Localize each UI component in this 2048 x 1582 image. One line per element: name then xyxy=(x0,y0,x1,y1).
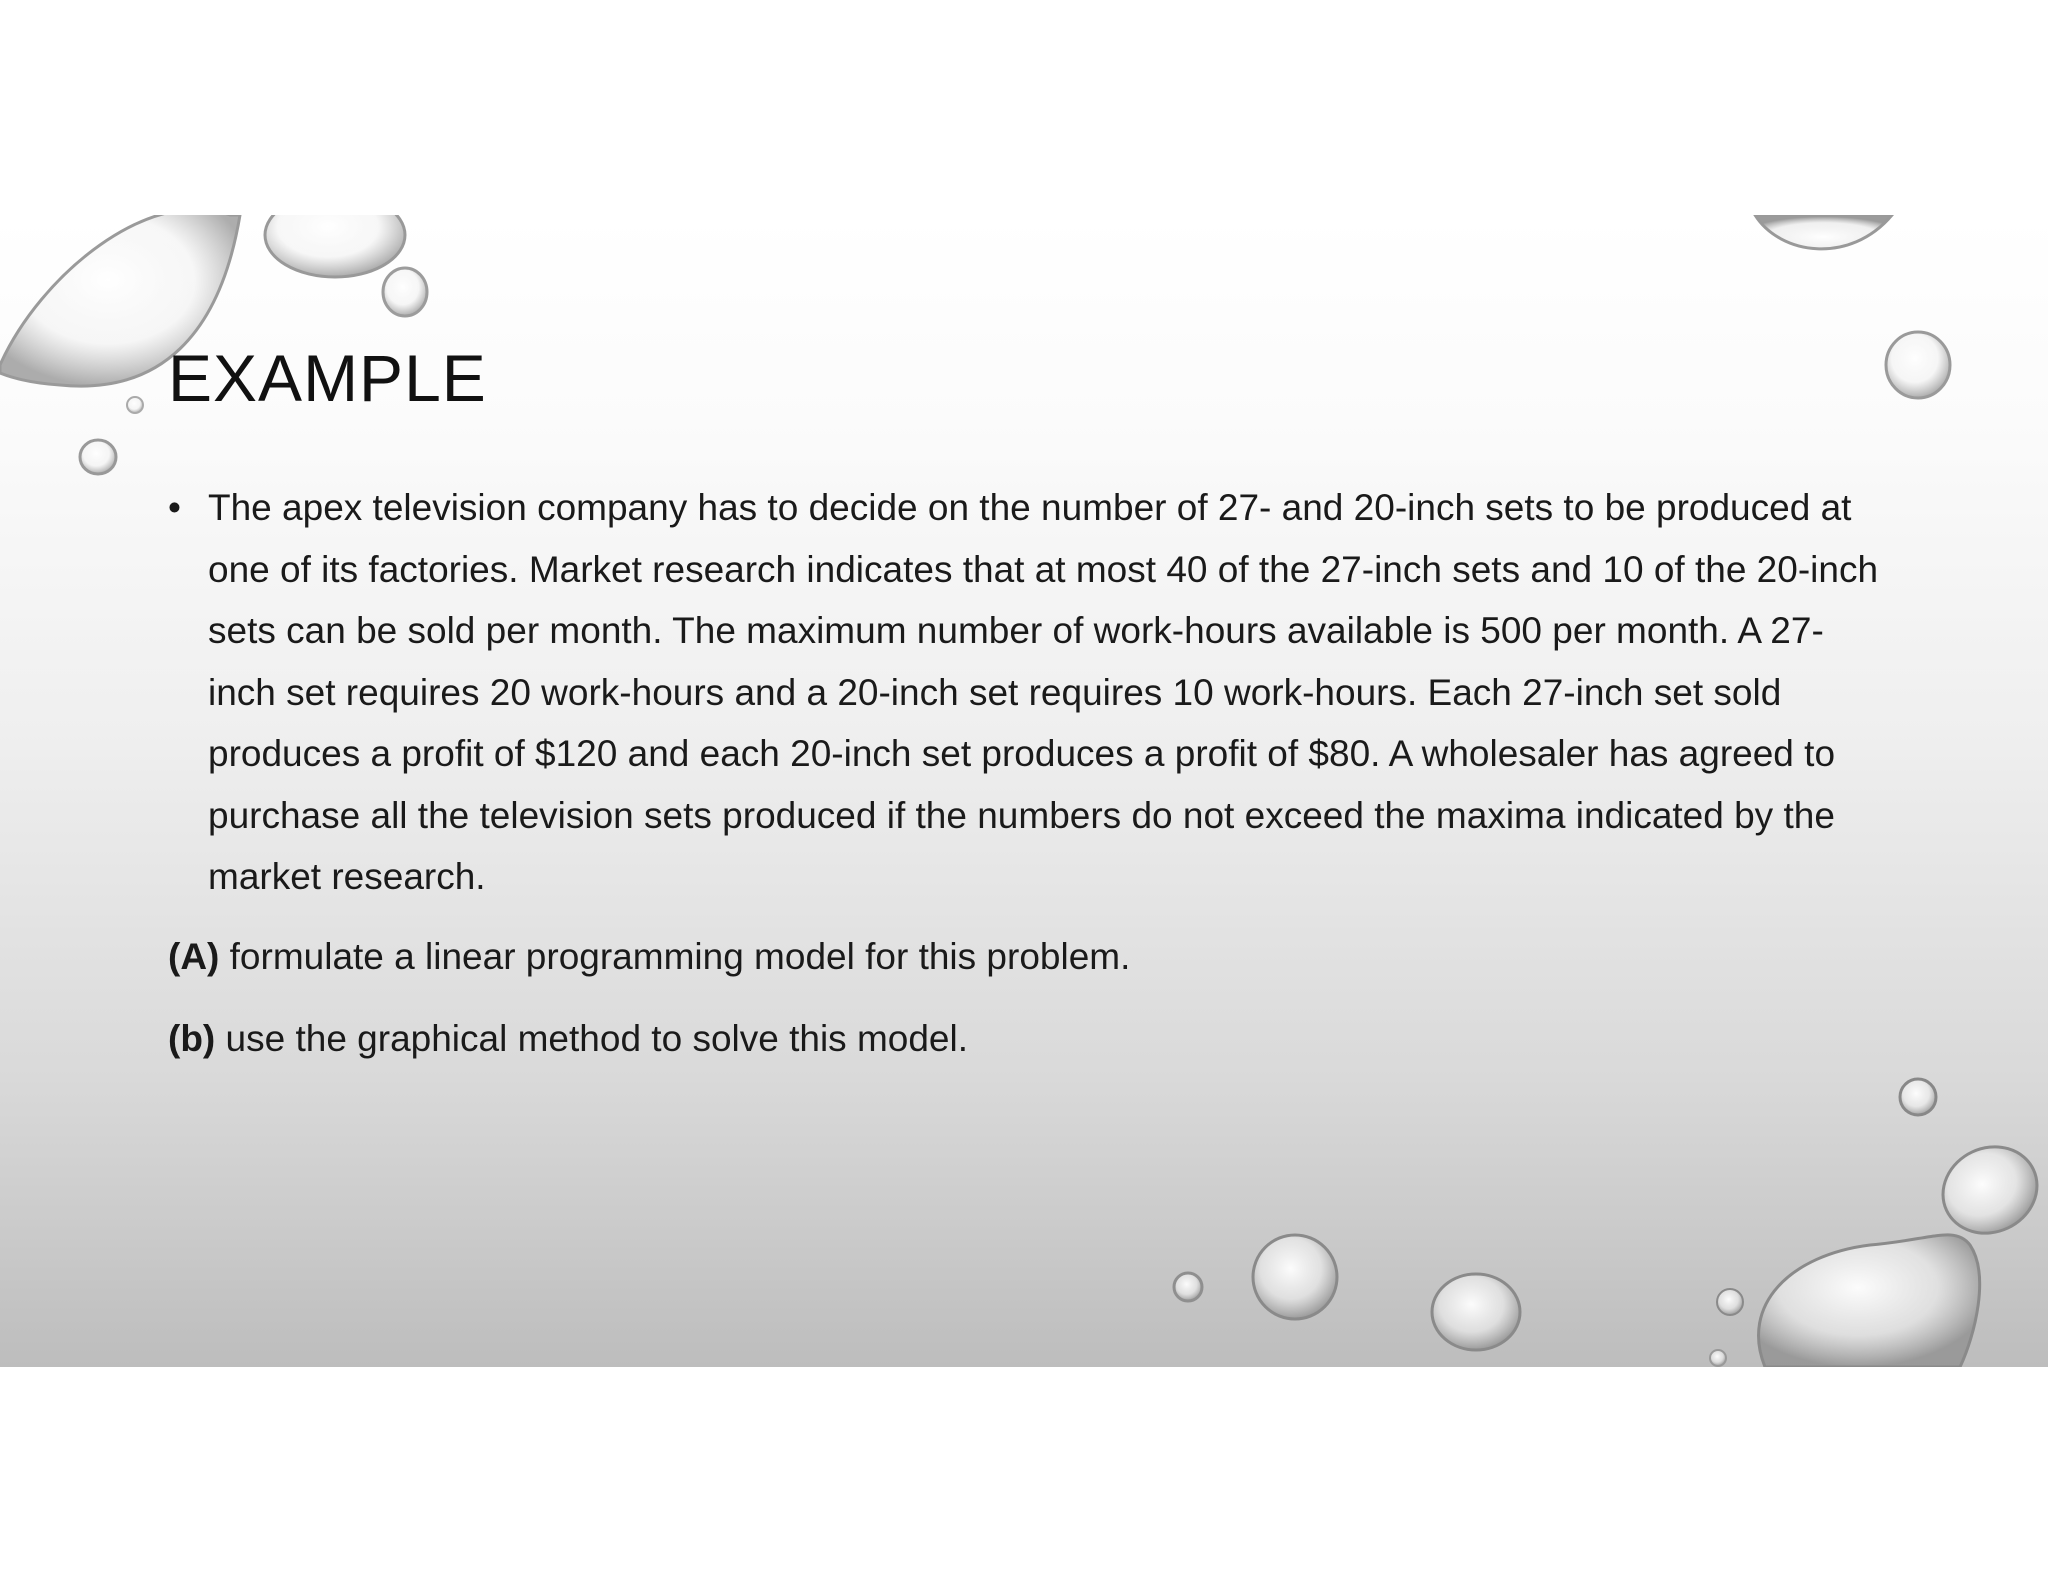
part-a-label: (A) xyxy=(168,935,220,977)
problem-text: The apex television company has to decide on the number of 27- and 20-inch sets to be produced at one of its factories. Market research indicates that at most 40 of the 27-inch sets and 10 of the 20-inch sets can be sold per month. The maximum number of work-hours available is 500 per month. A 27-inch set requires 20 work-hours and a 20-inch set requires 10 work-hours. Each 27-inch set sold produces a profit of $120 and each 20-inch set produces a profit of $80. A wholesaler has agreed to purchase all the television sets produced if the numbers do not exceed the maxima indicated by the market research. xyxy=(208,487,1879,897)
part-b-label: (b) xyxy=(168,1018,216,1059)
slide-content xyxy=(168,477,1888,1091)
slide xyxy=(0,215,2048,1367)
drop-bottom-center-small xyxy=(1174,1273,1202,1301)
drop-bottom-center-round xyxy=(1253,1235,1337,1319)
drop-bottom-right-oval xyxy=(1929,1132,2048,1249)
bullet-icon: • xyxy=(168,487,181,528)
problem-bullet xyxy=(168,477,1888,908)
drop-bottom-right-large xyxy=(1759,1235,1980,1367)
drop-bottom-tiny-2 xyxy=(1710,1350,1726,1366)
slide-title: EXAMPLE xyxy=(168,341,487,415)
drop-left-tiny xyxy=(127,397,143,413)
drop-bottom-right-small xyxy=(1900,1079,1936,1115)
part-b xyxy=(168,1008,1888,1070)
drop-top-left-small xyxy=(383,268,427,316)
drop-top-left-oval xyxy=(265,215,405,277)
drop-right-medium xyxy=(1886,332,1950,398)
drop-bottom-tiny-1 xyxy=(1717,1289,1743,1315)
drop-top-right xyxy=(1755,215,1892,249)
part-b-text: use the graphical method to solve this model. xyxy=(215,1018,969,1059)
part-a-text: formulate a linear programming model for this problem. xyxy=(219,935,1131,977)
drop-bottom-center-oval xyxy=(1432,1274,1520,1350)
part-a xyxy=(168,926,1888,988)
drop-left-small xyxy=(80,440,116,474)
